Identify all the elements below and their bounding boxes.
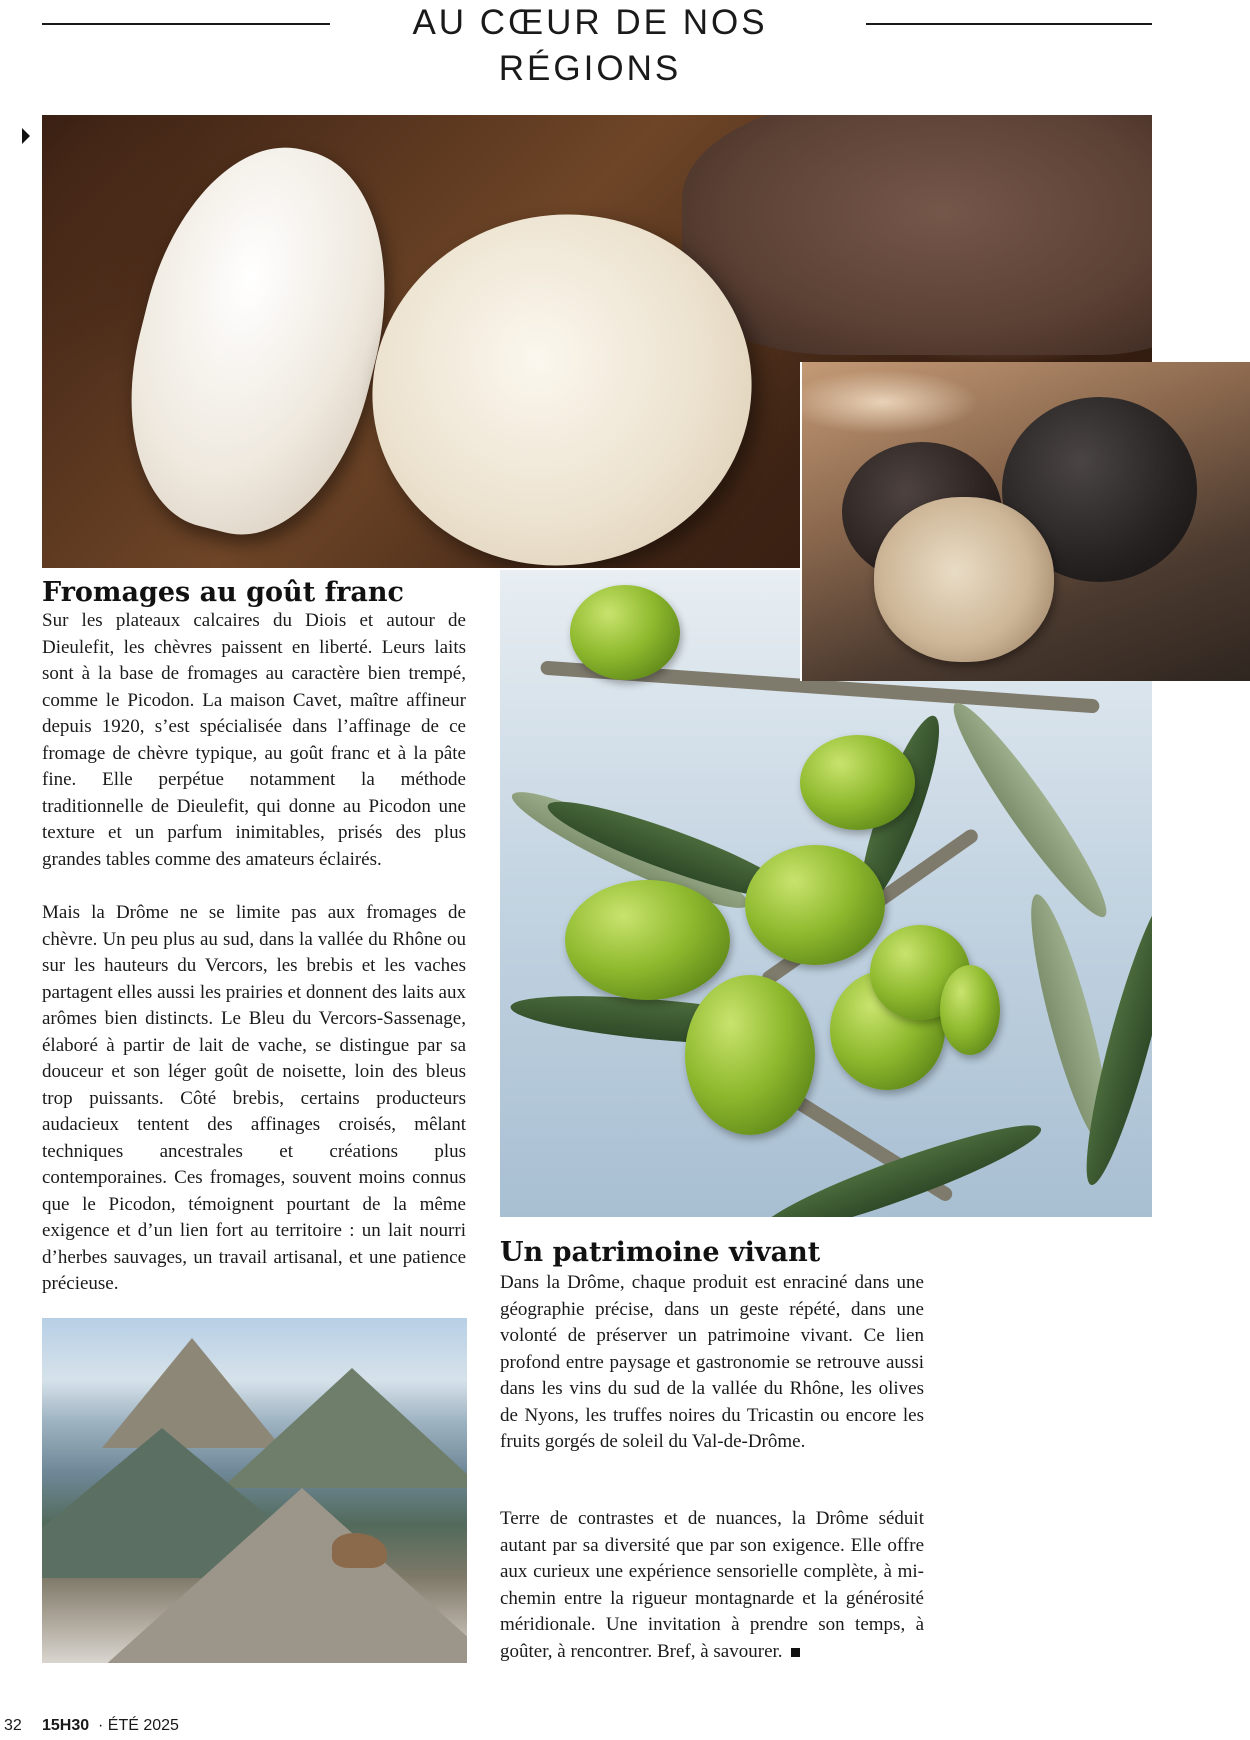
truffle-cut-half: [874, 497, 1054, 662]
olive: [570, 585, 680, 680]
olive: [685, 975, 815, 1135]
paragraph-fromages-1: Sur les plateaux calcaires du Diois et autour de Dieulefit, les chèvres paissent en liberté. Leurs laits sont à la base de fromages au caractère bien trempé, comme le Picodon. La maison Cavet, maître affineur depuis 1920, s’est spécialisée dans l’affinage de ce fromage de chèvre typique, au goût franc et à la pâte fine. Elle perpétue notamment la méthode traditionnelle de Dieulefit, qui donne au Picodon une texture et un parfum inimitables, prisés des plus grandes tables comme des amateurs éclairés.: [42, 610, 466, 870]
vercors-mountain-photo: [42, 1318, 467, 1663]
header-rule-right: [866, 23, 1152, 25]
olive: [940, 965, 1000, 1055]
section-title: AU CŒUR DE NOS RÉGIONS: [412, 3, 768, 88]
picodon-cheese-left: [98, 122, 420, 557]
black-truffles-photo: [800, 362, 1250, 681]
leaf: [752, 1110, 1048, 1217]
olive: [745, 845, 885, 965]
olive: [565, 880, 730, 1000]
leaf: [939, 692, 1121, 928]
end-mark-icon: [791, 1648, 800, 1657]
issue-label: · ÉTÉ 2025: [98, 1717, 179, 1734]
paragraph-patrimoine-2-text: Terre de contrastes et de nuances, la Drôme séduit autant par sa diversité que par son exigence. Elle offre aux curieux une expérience sensorielle complète, à mi-chemin entre la rigueur montagnarde et la générosité méridionale. Une invitation à prendre son temps, à goûter, à rencontrer. Bref, à savourer.: [500, 1508, 924, 1662]
magazine-name: 15H30: [42, 1717, 90, 1734]
heading-fromages: Fromages au goût franc: [42, 577, 404, 608]
mountain-peak: [102, 1488, 467, 1663]
header-rule-left: [42, 23, 330, 25]
paragraph-patrimoine-1: Dans la Drôme, chaque produit est enraciné dans une géographie précise, dans un geste répété, dans une volonté de préserver un patrimoine vivant. Ce lien profond entre paysage et gastronomie se retrouve aussi dans les vins du sud de la vallée du Rhône, les olives de Nyons, les truffes noires du Tricastin ou encore les fruits gorgés de soleil du Val-de-Drôme.: [500, 1272, 924, 1452]
bread-loaf: [682, 115, 1152, 355]
paragraph-patrimoine-2: [500, 1506, 924, 1665]
page-number: 32: [4, 1717, 22, 1734]
heading-patrimoine: Un patrimoine vivant: [500, 1237, 821, 1268]
olive: [800, 735, 915, 830]
paragraph-fromages-2: Mais la Drôme ne se limite pas aux fromages de chèvre. Un peu plus au sud, dans la vallée du Rhône ou sur les hauteurs du Vercors, les brebis et les vaches partagent elles aussi les prairies et donnent des laits aux arômes bien distincts. Le Bleu du Vercors-Sassenage, élaboré à partir de lait de vache, se distingue par sa douceur et son léger goût de noisette, loin des bleus trop puissants. Côté brebis, certains producteurs audacieux tentent des affinages croisés, mêlant techniques ancestrales et créations plus contemporaines. Ces fromages, souvent moins connus que le Picodon, témoignent pourtant de la même exigence et d’un lien fort au territoire : un lait nourri d’herbes sauvages, un travail artisanal, et une patience précieuse.: [42, 902, 466, 1294]
play-arrow-icon[interactable]: [22, 128, 30, 144]
